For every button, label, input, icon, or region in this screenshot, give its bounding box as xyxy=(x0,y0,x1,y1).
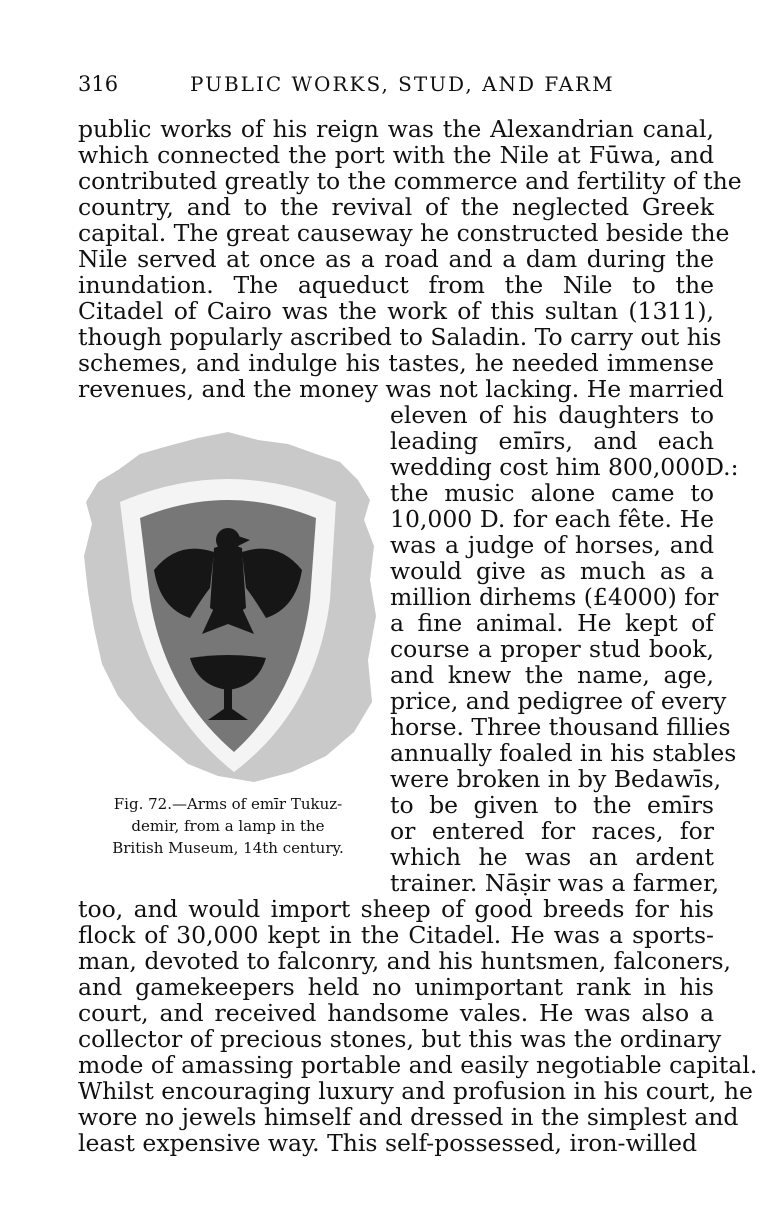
body-line: schemes, and indulge his tastes, he needed immense xyxy=(78,349,714,377)
body-line: would give as much as a xyxy=(390,557,714,585)
body-line: wore no jewels himself and dressed in the simplest and xyxy=(78,1103,739,1131)
body-line: which connected the port with the Nile at Fūwa, and xyxy=(78,141,714,169)
running-head: PUBLIC WORKS, STUD, AND FARM xyxy=(190,72,615,96)
body-line: 10,000 D. for each fête. He xyxy=(390,505,714,533)
page-header xyxy=(78,66,714,106)
body-line: price, and pedigree of every xyxy=(390,687,727,715)
body-line: were broken in by Bedawīs, xyxy=(390,765,722,793)
body-line: and gamekeepers held no unimportant rank in his xyxy=(78,973,714,1001)
body-line: and knew the name, age, xyxy=(390,661,714,689)
caption-line: British Museum, 14th century. xyxy=(112,839,344,857)
body-line: though popularly ascribed to Saladin. To carry out his xyxy=(78,323,722,351)
body-line: public works of his reign was the Alexandrian canal, xyxy=(78,115,714,143)
body-line: least expensive way. This self-possessed, iron-willed xyxy=(78,1129,698,1157)
caption-line: demir, from a lamp in the xyxy=(131,817,325,835)
body-line: the music alone came to xyxy=(390,479,714,507)
body-line: or entered for races, for xyxy=(390,817,714,845)
body-line: too, and would import sheep of good breeds for his xyxy=(78,895,714,923)
body-line: eleven of his daughters to xyxy=(390,401,714,429)
body-line: trainer. Nāṣir was a farmer, xyxy=(390,869,720,897)
body-line: Nile served at once as a road and a dam during the xyxy=(78,245,714,273)
page-number: 316 xyxy=(78,72,119,96)
body-line: capital. The great causeway he constructed beside the xyxy=(78,219,730,247)
body-line: collector of precious stones, but this was the ordinary xyxy=(78,1025,722,1053)
body-line: million dirhems (£4000) for xyxy=(390,583,719,611)
coat-of-arms-figure xyxy=(78,420,378,790)
body-line: man, devoted to falconry, and his huntsmen, falconers, xyxy=(78,947,732,975)
body-line: country, and to the revival of the neglected Greek xyxy=(78,193,714,221)
body-line: was a judge of horses, and xyxy=(390,531,714,559)
body-line: revenues, and the money was not lacking. He married xyxy=(78,375,724,403)
caption-line: Fig. 72.—Arms of emīr Tukuz- xyxy=(113,795,343,813)
body-line: a fine animal. He kept of xyxy=(390,609,714,637)
body-line: to be given to the emīrs xyxy=(390,791,714,819)
body-line: court, and received handsome vales. He was also a xyxy=(78,999,714,1027)
body-line: contributed greatly to the commerce and fertility of the xyxy=(78,167,742,195)
body-line: flock of 30,000 kept in the Citadel. He was a sports- xyxy=(78,921,714,949)
body-line: wedding cost him 800,000D.: xyxy=(390,453,739,481)
figure-caption xyxy=(78,793,378,859)
body-line: mode of amassing portable and easily negotiable capital. xyxy=(78,1051,758,1079)
body-line: which he was an ardent xyxy=(390,843,714,871)
body-line: Citadel of Cairo was the work of this sultan (1311), xyxy=(78,297,714,325)
body-line: course a proper stud book, xyxy=(390,635,714,663)
body-line: horse. Three thousand fillies xyxy=(390,713,731,741)
body-line: leading emīrs, and each xyxy=(390,427,714,455)
body-line: inundation. The aqueduct from the Nile to the xyxy=(78,271,714,299)
body-line: Whilst encouraging luxury and profusion in his court, he xyxy=(78,1077,753,1105)
body-line: annually foaled in his stables xyxy=(390,739,737,767)
